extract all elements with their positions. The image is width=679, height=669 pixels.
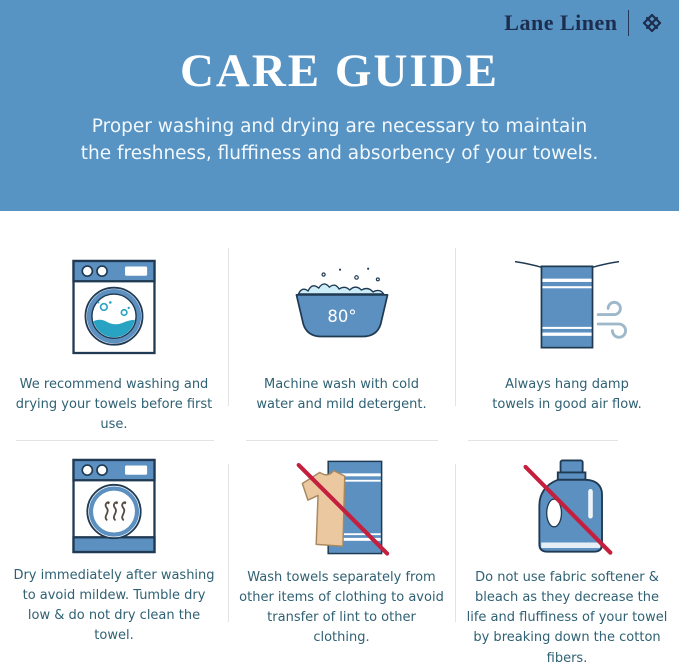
card-text: We recommend washing and drying your towels before first use. (15, 377, 213, 433)
header-banner (0, 0, 679, 211)
brand-lockup (504, 10, 665, 36)
divider-vertical (455, 248, 456, 406)
card-cold-wash (228, 211, 455, 440)
card-wash-before-use (0, 211, 228, 440)
card-text: Dry immediately after washing to avoid mildew. Tumble dry low & do not dry clean the towel. (13, 568, 215, 644)
subtitle-line-1: Proper washing and drying are necessary to maintain (91, 116, 588, 137)
divider-vertical (228, 464, 229, 622)
divider-vertical (228, 248, 229, 406)
card-text: Always hang damp towels in good air flow. (492, 377, 642, 413)
card-hang-dry (455, 211, 679, 440)
card-text: Do not use fabric softener & bleach as they decrease the life and fluffiness of your towel by breaking down the cotton fibers. (466, 570, 668, 666)
weave-pattern-icon (639, 10, 665, 36)
brand-divider (628, 10, 630, 36)
tumble-dryer-icon (68, 454, 160, 558)
card-text: Wash towels separately from other items of clothing to avoid transfer of lint to other clothing. (239, 570, 444, 646)
brand-name: Lane Linen (504, 10, 618, 35)
page-title: CARE GUIDE (179, 45, 499, 97)
card-wash-separately (228, 440, 455, 646)
card-no-softener (455, 440, 679, 666)
subtitle-line-2: the freshness, fluffiness and absorbency of your towels. (80, 142, 599, 164)
card-tumble-dry (0, 440, 228, 644)
care-instructions-grid (0, 211, 679, 666)
no-fabric-softener-icon (515, 454, 619, 560)
divider-horizontal (16, 440, 214, 441)
temperature-label: 80° (326, 307, 357, 327)
washing-machine-icon (68, 251, 160, 363)
hanging-towel-airflow-icon (503, 251, 631, 363)
divider-horizontal (246, 440, 438, 441)
no-mixed-laundry-icon (290, 454, 394, 560)
page-subtitle (0, 114, 679, 168)
divider-vertical (455, 464, 456, 622)
card-text: Machine wash with cold water and mild detergent. (256, 377, 427, 413)
divider-horizontal (468, 440, 618, 441)
wash-basin-icon (279, 251, 405, 363)
